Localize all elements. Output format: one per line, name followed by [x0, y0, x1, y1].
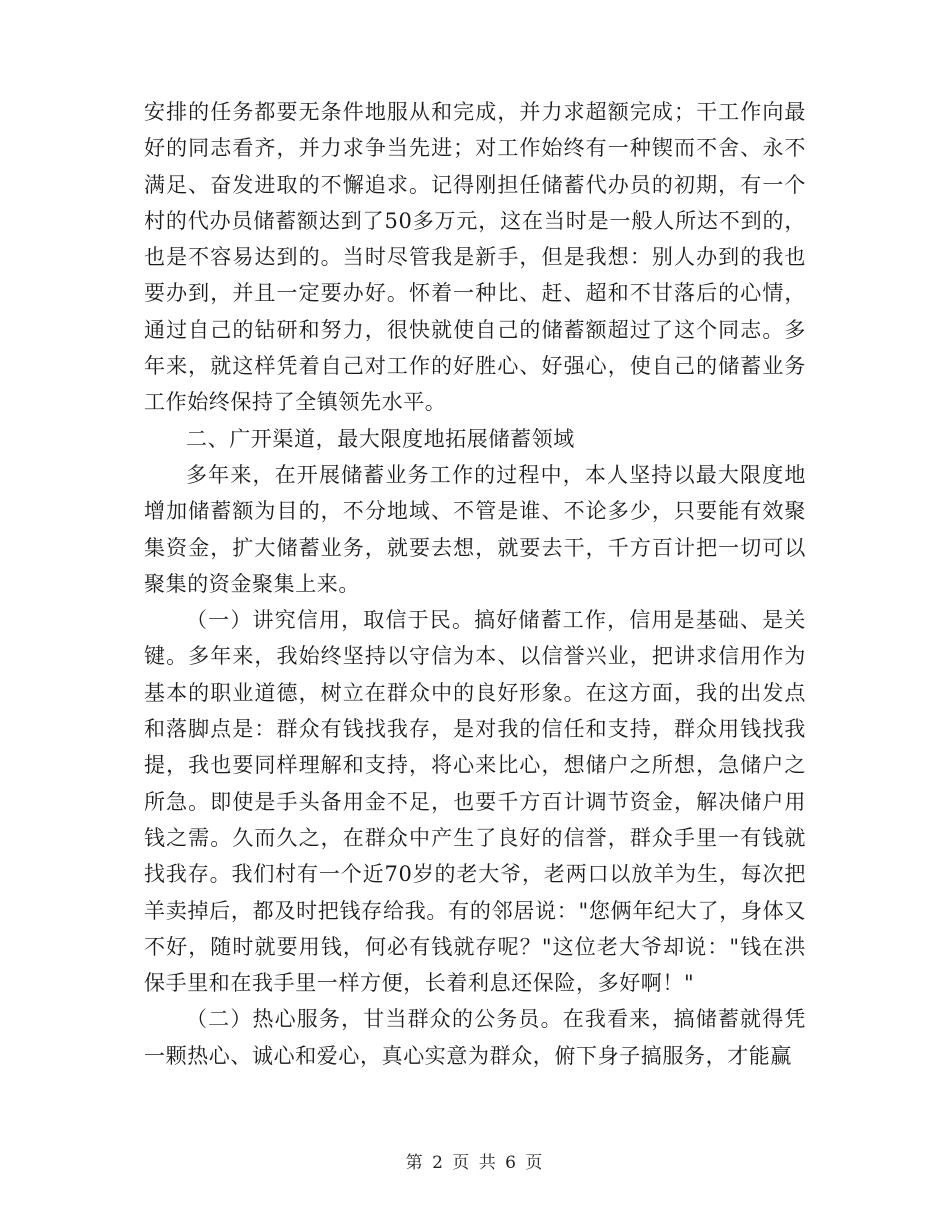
paragraph: 多年来，在开展储蓄业务工作的过程中，本人坚持以最大限度地增加储蓄额为目的，不分地域、不管是谁、不论多少，只要能有效聚集资金，扩大储蓄业务，就要去想，就要去干，千方百计把一切可以聚集的资金聚集上来。	[144, 462, 806, 596]
paragraph: （一）讲究信用，取信于民。搞好储蓄工作，信用是基础、是关键。多年来，我始终坚持以守信为本、以信誉兴业，把讲求信用作为基本的职业道德，树立在群众中的良好形象。在这方面，我的出发点和落脚点是：群众有钱找我存，是对我的信任和支持，群众用钱找我提，我也要同样理解和支持，将心来比心，想储户之所想，急储户之所急。即使是手头备用金不足，也要千方百计调节资金，解决储户用钱之需。久而久之，在群众中产生了良好的信誉，群众手里一有钱就找我存。我们村有一个近70岁的老大爷，老两口以放羊为生，每次把羊卖掉后，都及时把钱存给我。有的邻居说："您俩年纪大了，身体又不好，随时就要用钱，何必有钱就存呢？"这位老大爷却说："钱在洪保手里和在我手里一样方便，长着利息还保险，多好啊！"	[144, 608, 806, 996]
paragraph-continued: 安排的任务都要无条件地服从和完成，并力求超额完成；干工作向最好的同志看齐，并力求争当先进；对工作始终有一种锲而不舍、永不满足、奋发进取的不懈追求。记得刚担任储蓄代办员的初期，有一个村的代办员储蓄额达到了50多万元，这在当时是一般人所达不到的，也是不容易达到的。当时尽管我是新手，但是我想：别人办到的我也要办到，并且一定要办好。怀着一种比、赶、超和不甘落后的心情，通过自己的钻研和努力，很快就使自己的储蓄额超过了这个同志。多年来，就这样凭着自己对工作的好胜心、好强心，使自己的储蓄业务工作始终保持了全镇领先水平。	[144, 100, 806, 415]
page-number: 第 2 页 共 6 页	[405, 1153, 545, 1173]
section-heading: 二、广开渠道，最大限度地拓展储蓄领域	[186, 426, 575, 451]
paragraph: （二）热心服务，甘当群众的公务员。在我看来，搞储蓄就得凭一颗热心、诚心和爱心，真心实意为群众，俯下身子搞服务，才能赢	[144, 1007, 806, 1068]
document-body	[144, 94, 806, 1074]
